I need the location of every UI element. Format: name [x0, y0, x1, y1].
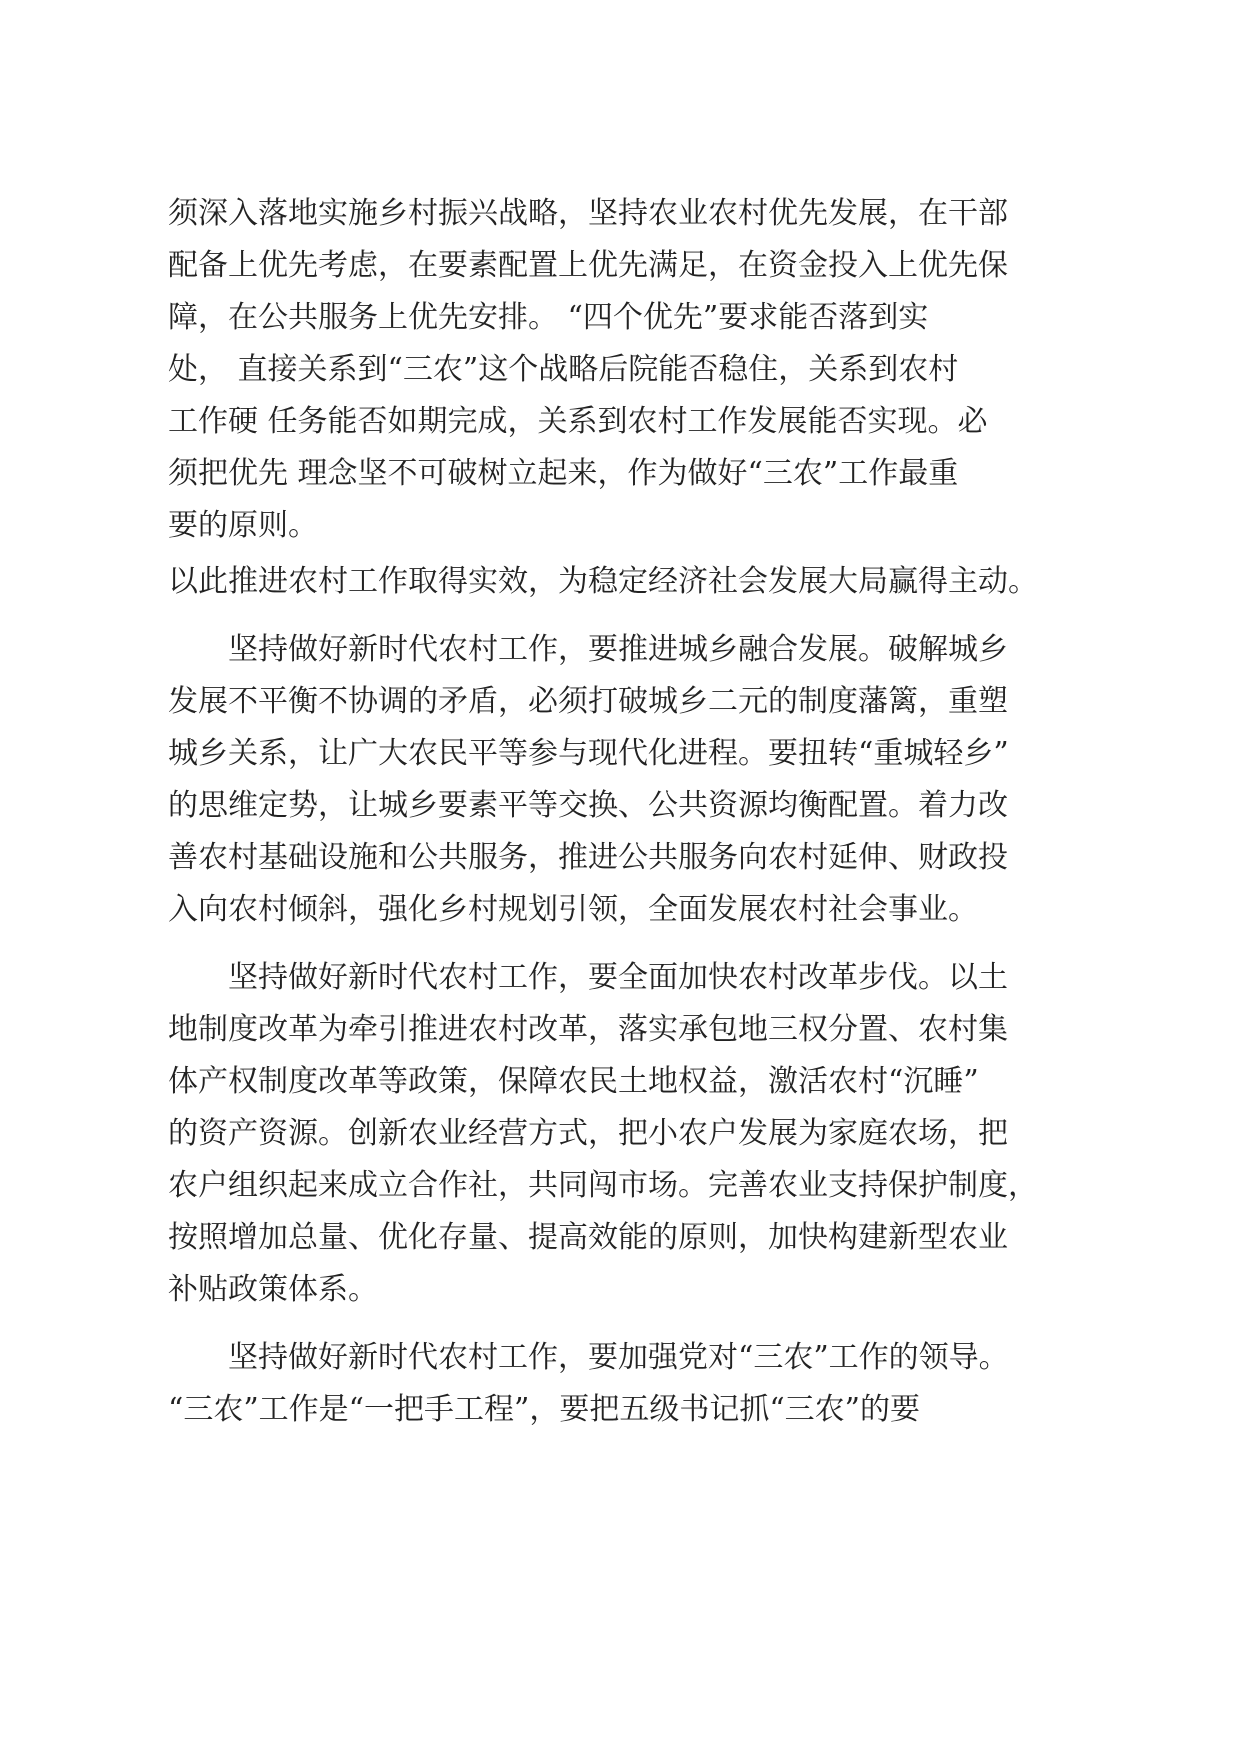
text-line: 入向农村倾斜，强化乡村规划引领，全面发展农村社会事业。 — [168, 892, 978, 927]
text-line: 要的原则。 — [168, 508, 318, 543]
paragraph-3 — [168, 624, 1088, 936]
text-line: 按照增加总量、优化存量、提高效能的原则，加快构建新型农业 — [168, 1220, 1008, 1255]
text-line: 补贴政策体系。 — [168, 1272, 378, 1307]
text-line: 的资产资源。创新农业经营方式，把小农户发展为家庭农场，把 — [168, 1116, 1008, 1151]
document-body — [168, 188, 1088, 1436]
text-line: 坚持做好新时代农村工作，要全面加快农村改革步伐。以土 — [168, 960, 1008, 995]
text-line: 的思维定势，让城乡要素平等交换、公共资源均衡配置。着力改 — [168, 788, 1008, 823]
text-line: 坚持做好新时代农村工作，要加强党对“三农”工作的领导。 — [168, 1340, 1009, 1375]
text-line: 配备上优先考虑，在要素配置上优先满足，在资金投入上优先保 — [168, 248, 1008, 283]
text-line: 工作硬 任务能否如期完成，关系到农村工作发展能否实现。必 — [168, 404, 988, 439]
text-line: 体产权制度改革等政策，保障农民土地权益，激活农村“沉睡” — [168, 1064, 979, 1099]
text-line: 发展不平衡不协调的矛盾，必须打破城乡二元的制度藩篱，重塑 — [168, 684, 1008, 719]
text-line: “三农”工作是“一把手工程”，要把五级书记抓“三农”的要 — [168, 1392, 921, 1427]
text-line: 农户组织起来成立合作社，共同闯市场。完善农业支持保护制度， — [168, 1168, 1038, 1203]
text-line: 须深入落地实施乡村振兴战略，坚持农业农村优先发展，在干部 — [168, 196, 1008, 231]
text-line: 坚持做好新时代农村工作，要推进城乡融合发展。破解城乡 — [168, 632, 1008, 667]
text-line: 地制度改革为牵引推进农村改革，落实承包地三权分置、农村集 — [168, 1012, 1008, 1047]
text-line: 处， 直接关系到“三农”这个战略后院能否稳住，关系到农村 — [168, 352, 959, 387]
text-line: 须把优先 理念坚不可破树立起来，作为做好“三农”工作最重 — [168, 456, 959, 491]
text-line: 城乡关系，让广大农民平等参与现代化进程。要扭转“重城轻乡” — [168, 736, 1009, 771]
text-line: 以此推进农村工作取得实效，为稳定经济社会发展大局赢得主动。 — [168, 564, 1038, 599]
text-line: 善农村基础设施和公共服务，推进公共服务向农村延伸、财政投 — [168, 840, 1008, 875]
paragraph-1 — [168, 188, 1088, 552]
paragraph-4 — [168, 952, 1088, 1316]
paragraph-2 — [168, 556, 1088, 608]
text-line: 障，在公共服务上优先安排。 “四个优先”要求能否落到实 — [168, 300, 929, 335]
paragraph-5 — [168, 1332, 1088, 1436]
